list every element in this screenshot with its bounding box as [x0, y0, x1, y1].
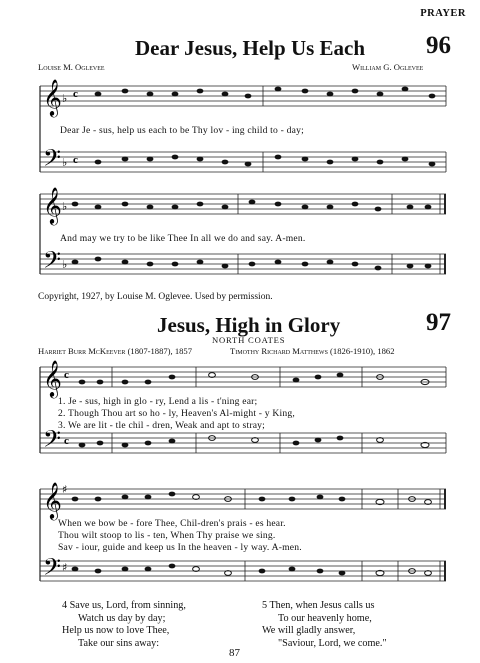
page-number: 87: [229, 647, 240, 659]
svg-text:c: c: [64, 369, 69, 381]
hymn-97-system-2-stanza-1: When we bow be - fore Thee, Chil-dren's prais - es hear.: [58, 518, 286, 529]
svg-text:c: c: [73, 88, 78, 100]
hymn-97-system-1-stanza-2: 2. Though Thou art so ho - ly, Heaven's Al-might - y King,: [58, 408, 295, 419]
svg-text:𝄞: 𝄞: [43, 359, 62, 397]
hymn-97-title: Jesus, High in Glory: [157, 313, 341, 337]
svg-text:𝄞: 𝄞: [43, 78, 62, 116]
svg-text:c: c: [73, 154, 78, 166]
hymn-96-lyric-line-2: And may we try to be like Thee In all we do and say. A-men.: [60, 233, 306, 244]
svg-text:𝄢: 𝄢: [43, 425, 62, 458]
hymn-96-music-credit: William G. Oglevee: [352, 62, 424, 72]
svg-text:♭: ♭: [62, 258, 68, 271]
hymn-96-lyric-line-1: Dear Je - sus, help us each to be Thy lov - ing child to - day;: [60, 125, 304, 136]
hymn-97-music-credit: Timothy Richard Matthews (1826-1910), 1862: [230, 346, 395, 356]
hymn-97-stanza-5: [262, 600, 387, 650]
svg-text:♭: ♭: [62, 200, 68, 213]
hymn-97-system-1-stanza-3: 3. We are lit - tle chil - dren, Weak and apt to stray;: [58, 420, 266, 431]
svg-text:𝄢: 𝄢: [43, 246, 62, 279]
hymn-96-copyright: Copyright, 1927, by Louise M. Oglevee. Used by permission.: [38, 292, 273, 302]
hymn-97-tune-name: NORTH COATES: [212, 335, 286, 345]
stanza-4-line-1: 4 Save us, Lord, from sinning,: [62, 600, 186, 611]
svg-text:𝄢: 𝄢: [43, 144, 62, 177]
hymn-96-title: Dear Jesus, Help Us Each: [135, 36, 366, 60]
hymn-96-words-credit: Louise M. Oglevee: [38, 62, 105, 72]
svg-text:𝄞: 𝄞: [43, 186, 62, 224]
svg-text:♯: ♯: [62, 561, 68, 574]
svg-text:♭: ♭: [62, 156, 68, 169]
svg-text:𝄞: 𝄞: [43, 481, 62, 519]
hymn-97-words-credit: Harriet Burr McKeever (1807-1887), 1857: [38, 346, 193, 356]
svg-text:c: c: [64, 435, 69, 447]
svg-text:♯: ♯: [62, 483, 68, 496]
stanza-5-line-4: "Saviour, Lord, we come.": [278, 637, 387, 649]
stanza-5-line-3: We will gladly answer,: [262, 625, 356, 637]
stanza-4-line-3: Help us now to love Thee,: [62, 625, 170, 637]
svg-text:♭: ♭: [62, 92, 68, 105]
hymn-97-stanza-4: [62, 600, 186, 650]
hymn-97-system-1-stanza-1: 1. Je - sus, high in glo - ry, Lend a lis - t'ning ear;: [58, 396, 258, 407]
stanza-4-line-4: Take our sins away:: [78, 637, 160, 649]
hymn-97-system-2-stanza-2: Thou wilt stoop to lis - ten, When Thy praise we sing.: [58, 530, 276, 541]
stanza-4-line-2: Watch us day by day;: [78, 612, 166, 624]
svg-text:𝄢: 𝄢: [43, 553, 62, 586]
stanza-5-line-2: To our heavenly home,: [278, 612, 372, 624]
section-label: PRAYER: [420, 8, 466, 19]
hymn-97-number: 97: [426, 309, 451, 336]
stanza-5-line-1: 5 Then, when Jesus calls us: [262, 600, 375, 611]
hymn-96-number: 96: [426, 32, 451, 59]
hymn-97-system-2-stanza-3: Sav - iour, guide and keep us In the heaven - ly way. A-men.: [58, 542, 302, 553]
